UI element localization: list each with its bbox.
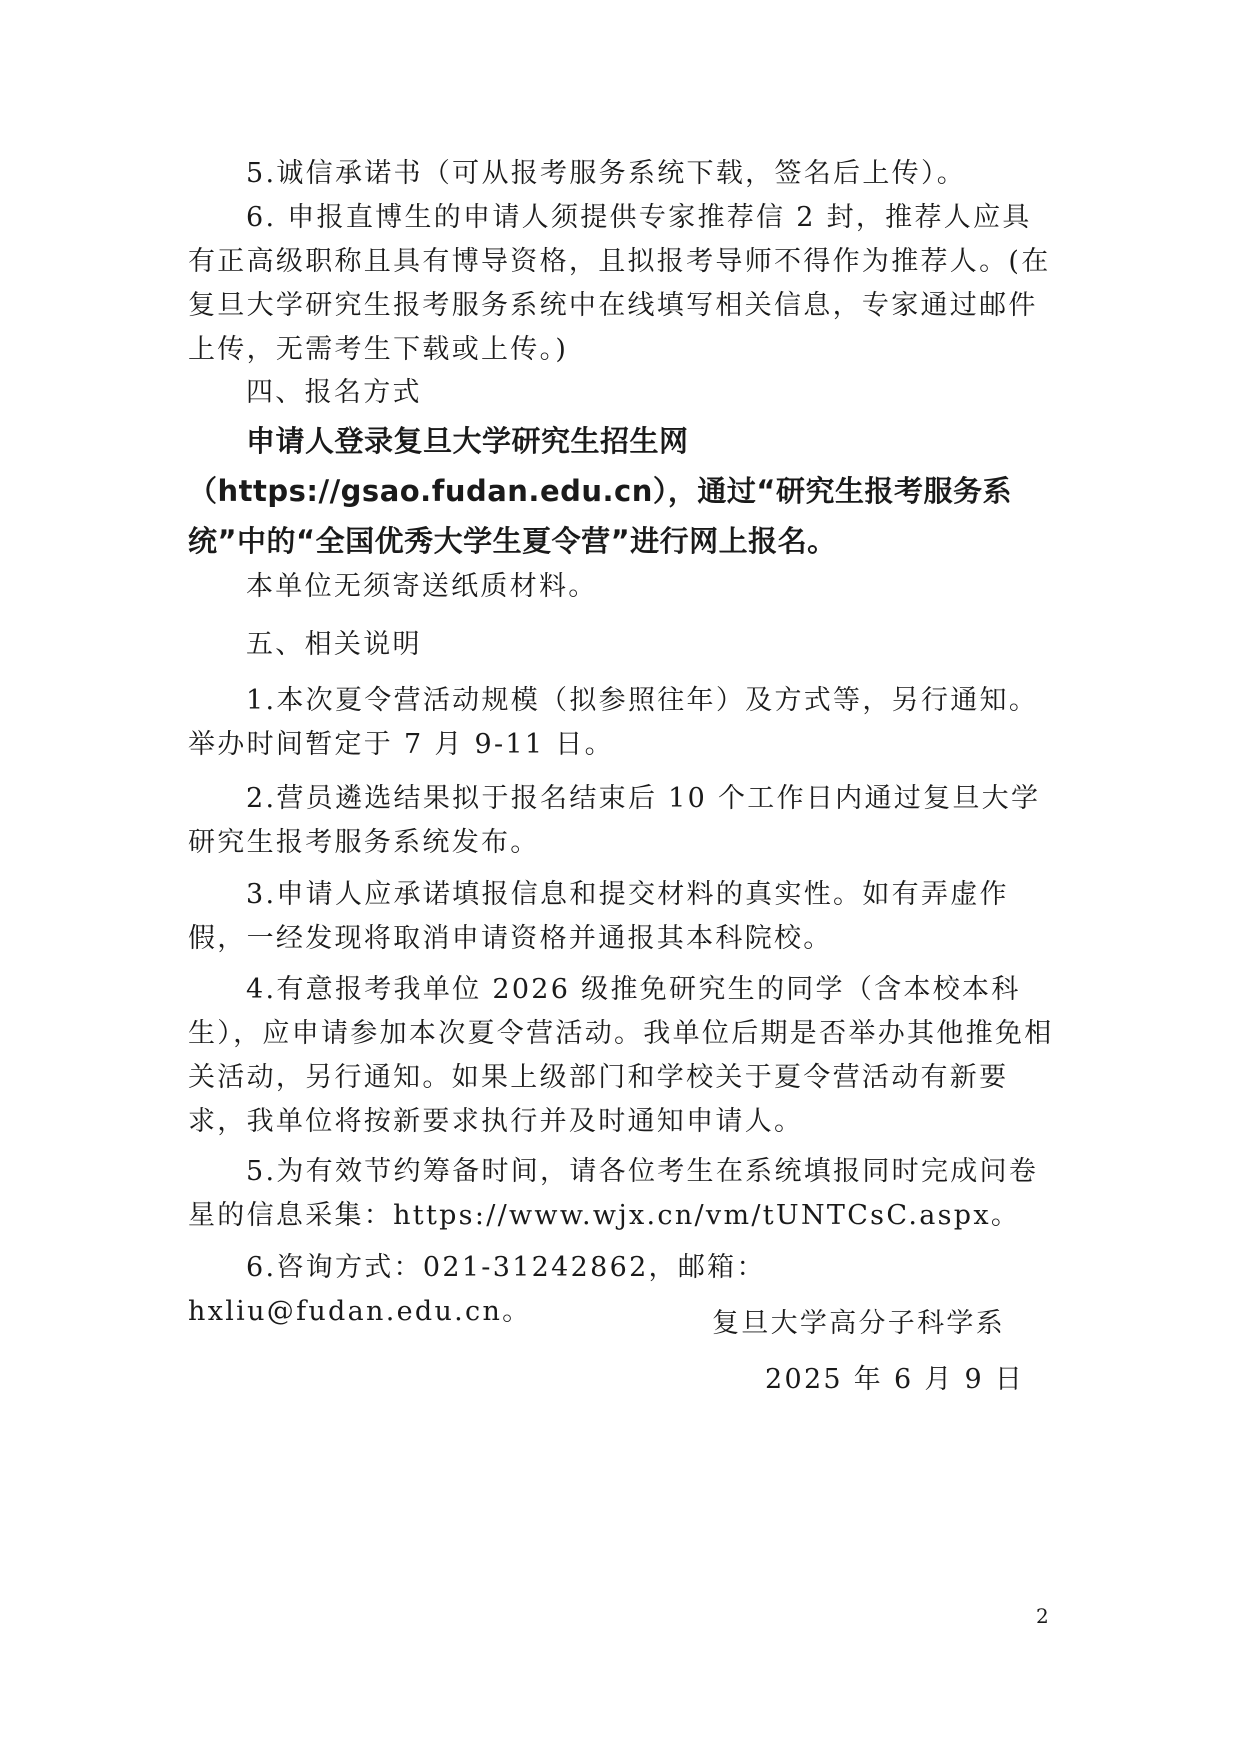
section-5-heading: 五、相关说明 bbox=[246, 629, 422, 660]
note-6-contact: 6.咨询方式：021-31242862，邮箱：hxliu@fudan.edu.cn。 bbox=[188, 1252, 766, 1327]
no-paper-materials-note: 本单位无须寄送纸质材料。 bbox=[246, 571, 598, 602]
signature-department: 复旦大学高分子科学系 bbox=[712, 1308, 1005, 1339]
note-3-authenticity: 3.申请人应承诺填报信息和提交材料的真实性。如有弄虚作假，一经发现将取消申请资格并通报其本科院校。 bbox=[188, 879, 1009, 954]
note-2-selection-results: 2.营员遴选结果拟于报名结束后 10 个工作日内通过复旦大学研究生报考服务系统发布。 bbox=[188, 783, 1041, 858]
signature-date: 2025 年 6 月 9 日 bbox=[765, 1364, 1025, 1395]
registration-method-paragraph: 申请人登录复旦大学研究生招生网（https://gsao.fudan.edu.cn），通过“研究生报考服务系统”中的“全国优秀大学生夏令营”进行网上报名。 bbox=[188, 424, 1012, 558]
note-5-questionnaire: 5.为有效节约筹备时间，请各位考生在系统填报同时完成问卷星的信息采集：https://www.wjx.cn/vm/tUNTCsC.aspx。 bbox=[188, 1156, 1039, 1231]
section-4-heading: 四、报名方式 bbox=[246, 377, 422, 408]
item-5-integrity-pledge: 5.诚信承诺书（可从报考服务系统下载，签名后上传）。 bbox=[246, 158, 967, 189]
item-6-recommendation-letters: 6. 申报直博生的申请人须提供专家推荐信 2 封，推荐人应具有正高级职称且具有博导资格，且拟报考导师不得作为推荐人。(在复旦大学研究生报考服务系统中在线填写相关信息，专家通过邮件上传，无需考生下载或上传。) bbox=[188, 202, 1051, 365]
page-number: 2 bbox=[1036, 1604, 1049, 1628]
note-1-scale-and-time: 1.本次夏令营活动规模（拟参照往年）及方式等，另行通知。举办时间暂定于 7 月 9-11 日。 bbox=[188, 685, 1039, 760]
note-4-recommended-exemption: 4.有意报考我单位 2026 级推免研究生的同学（含本校本科生），应申请参加本次夏令营活动。我单位后期是否举办其他推免相关活动，另行通知。如果上级部门和学校关于夏令营活动有新要求，我单位将按新要求执行并及时通知申请人。 bbox=[188, 974, 1054, 1137]
